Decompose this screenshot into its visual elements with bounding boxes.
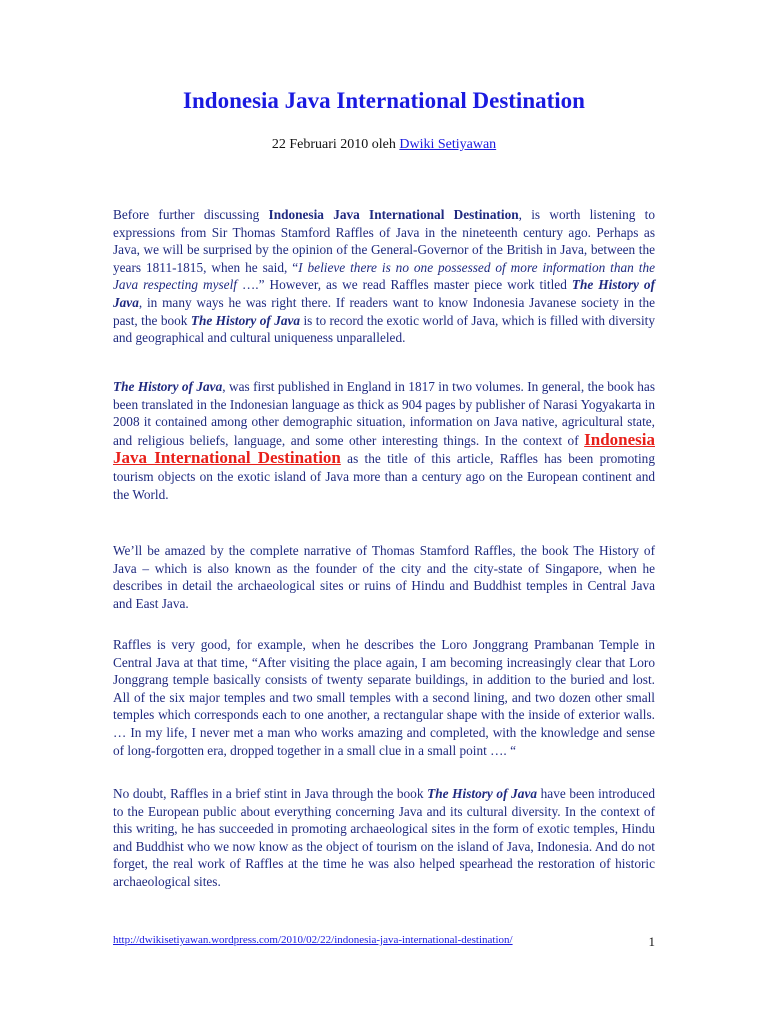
paragraph-2: The History of Java, was first published in England in 1817 in two volumes. In general, the book has been translated in the Indonesian language as thick as 904 pages by publisher of Narasi Yogyakarta in 2008 it contained among other demographic situation, information on Java native, agricultural state, and religious beliefs, language, and some other interesting things. In the context of Indonesia Java International Destination as the title of this article, Raffles has been promoting tourism objects on the exotic island of Java more than a century ago on the European continent and the World. (113, 379, 655, 502)
footer-url-link[interactable]: http://dwikisetiyawan.wordpress.com/2010/02/22/indonesia-java-international-destination/ (113, 934, 513, 946)
paragraph-4: Raffles is very good, for example, when he describes the Loro Jonggrang Prambanan Temple in Central Java at that time, “After visiting the place again, I am becoming increasingly clear that Loro Jonggrang temple basically consists of twenty separate buildings, in addition to the buried and lost. All of the six major temples and two small temples with a second lining, and two dozen other small temples which corresponds each to one another, a rectangular shape with the inside of exterior walls. … In my life, I never met a man who works amazing and completed, with the knowledge and sense of long-forgotten era, dropped together in a small clue in a small point …. “ (113, 637, 655, 758)
date-text: 22 Februari 2010 oleh (271, 137, 400, 152)
book-title: The History of Java (113, 277, 655, 310)
byline (0, 137, 768, 153)
page-number: 1 (648, 934, 655, 949)
footer (113, 934, 655, 946)
book-title: The History of Java (190, 312, 301, 328)
author-link[interactable]: Dwiki Setiyawan (399, 137, 497, 152)
bold-phrase: Indonesia Java International Destination (268, 207, 519, 222)
book-title: The History of Java (427, 786, 537, 801)
destination-link[interactable]: Indonesia Java International Destination (113, 429, 655, 468)
italic-quote: I believe there is no one possessed of more information than the Java respecting myself (113, 259, 655, 293)
page-title: Indonesia Java International Destination (183, 88, 585, 113)
book-title: The History of Java (113, 379, 223, 394)
paragraph-5: No doubt, Raffles in a brief stint in Java through the book The History of Java have been introduced to the European public about everything concerning Java and its cultural diversity. In the context of this writing, he has succeeded in promoting archaeological sites in the form of exotic temples, Hindu and Buddhist who we now know as the object of tourism on the island of Java, Indonesia. And do not forget, the real work of Raffles at the time he was also helped spearhead the restoration of historic archaeological sites. (113, 786, 655, 889)
paragraph-3: We’ll be amazed by the complete narrative of Thomas Stamford Raffles, the book The History of Java – which is also known as the founder of the city and the city-state of Singapore, when he describes in detail the archaeological sites or ruins of Hindu and Buddhist temples in Central Java and East Java. (113, 543, 655, 611)
paragraph-1: Before further discussing Indonesia Java International Destination, is worth listening to expressions from Sir Thomas Stamford Raffles of Java in the nineteenth century ago. Perhaps as Java, we will be surprised by the opinion of the General-Governor of the British in Java, between the years 1811-1815, when he said, “I believe there is no one possessed of more information than the Java respecting myself ….” However, as we read Raffles master piece work titled The History of Java, in many ways he was right there. If readers want to know Indonesia Javanese society in the past, the book The History of Java is to record the exotic world of Java, which is filled with diversity and geographical and cultural uniqueness unparalleled. (113, 207, 656, 346)
